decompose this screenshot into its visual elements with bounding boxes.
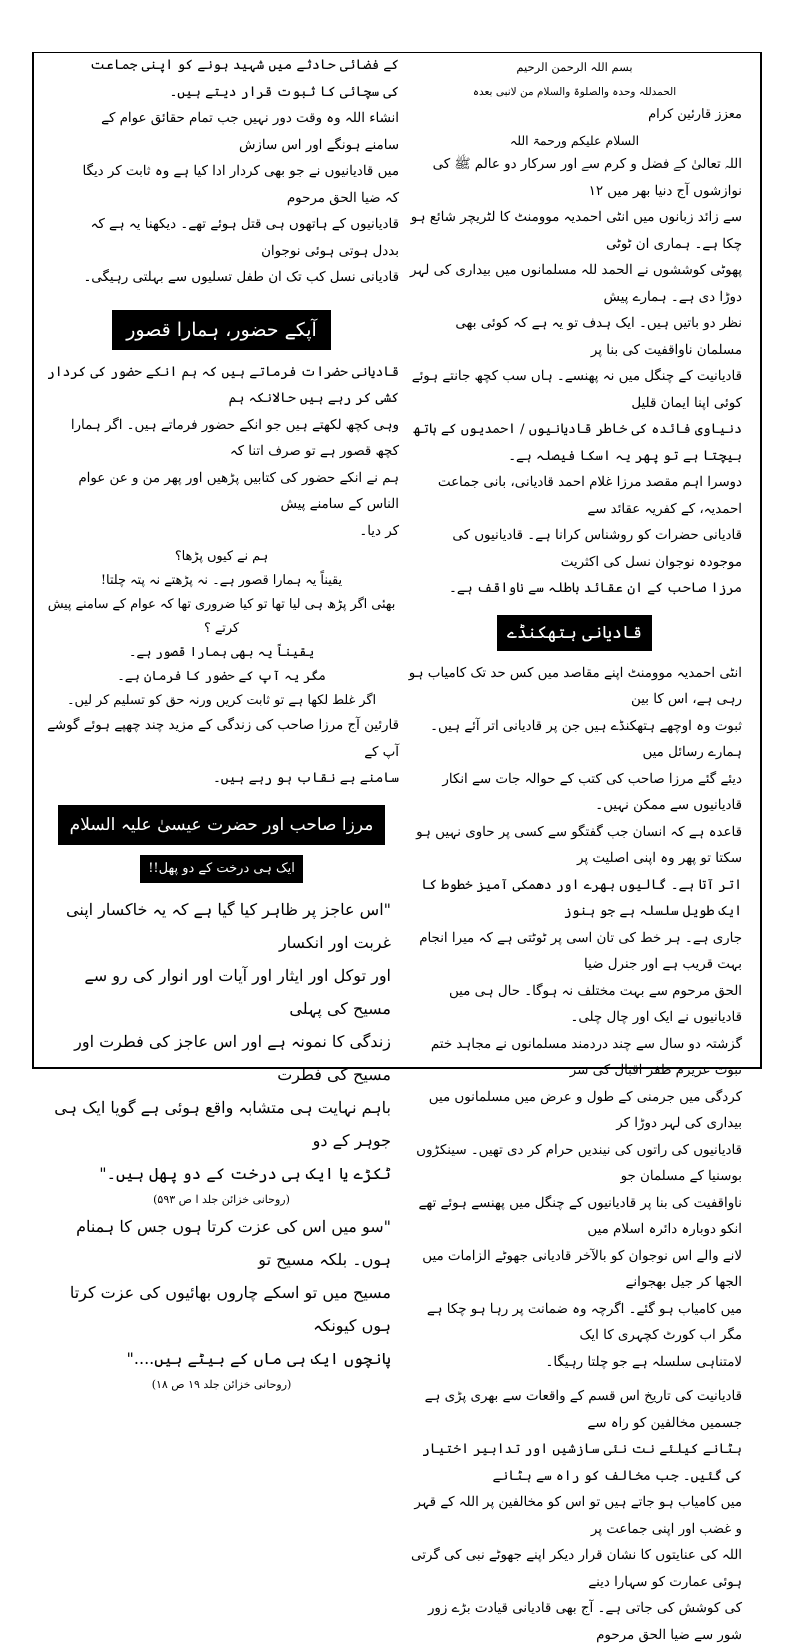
- text-line: دنیاوی فائدہ کی خاطر قادیانیوں / احمدیوں کے ہاتھ بیچتا ہے تو پھر یہ اسکا فیصلہ ہے۔: [413, 422, 742, 464]
- text-line: قادیانی نسل کب تک ان طفل تسلیوں سے بہلتی رہیگی۔: [83, 270, 399, 285]
- salam-line: السلام علیکم ورحمۃ اللہ: [509, 133, 640, 148]
- hamd-line: الحمدللہ وحدہ والصلوۃ والسلام من لانبی بعدہ: [472, 86, 677, 98]
- heading-tactics-wrap: [407, 615, 742, 651]
- text-line: کے فضائی حادثے میں شہید ہونے کو اپنی جماعت کی سچائی کا ثبوت قرار دیتے ہیں۔: [90, 58, 399, 100]
- readers-paragraph: [44, 713, 399, 793]
- text-line: قادیانیت کے چنگل میں نہ پھنسے۔ ہاں سب کچھ جانتے ہوئے کوئی اپنا ایمان قلیل: [411, 369, 742, 411]
- text-line: ناواقفیت کی بنا پر قادیانیوں کے چنگل میں پھنسے ہوئے تھے انکو دوبارہ دائرہ اسلام میں: [418, 1195, 742, 1237]
- text-line: کی کوشش کی جاتی ہے۔ آج بھی قادیانی قیادت بڑے زور شور سے ضیا الحق مرحوم: [427, 1601, 742, 1643]
- heading-mirza-isa: مرزا صاحب اور حضرت عیسیٰ علیہ السلام: [58, 805, 386, 845]
- text-line: "سو میں اس کی عزت کرتا ہوں جس کا ہمنام ہوں۔ بلکہ مسیح تو: [76, 1216, 391, 1269]
- text-line: گزشتہ دو سال سے چند دردمند مسلمانوں نے مجاہد ختم نبوت عزیزم ظفر اقبال کی سر: [430, 1036, 742, 1078]
- text-line: "اس عاجز پر ظاہر کیا گیا ہے کہ یہ خاکسار اپنی غربت اور انکسار: [66, 899, 391, 952]
- page-frame: [32, 52, 762, 1643]
- reference-1: (روحانی خزائن جلد ا ص ۵۹۳): [153, 1192, 290, 1206]
- subheading-fruits: ایک ہی درخت کے دو پھل!!: [140, 855, 303, 883]
- text-line: جاری ہے۔ ہر خط کی تان اسی پر ٹوٹتی ہے کہ میرا انجام بہت قریب ہے اور جنرل ضیا: [419, 930, 742, 972]
- text-line: میں قادیانیوں نے جو بھی کردار ادا کیا ہے وہ ثابت کر دیگا کہ ضیا الحق مرحوم: [82, 164, 399, 206]
- text-line: انٹی احمدیہ موومنٹ اپنے مقاصد میں کس حد تک کامیاب ہو رہی ہے، اس کا بین: [408, 665, 742, 707]
- qa-lines: [44, 545, 399, 713]
- text-line: سے زائد زبانوں میں انٹی احمدیہ موومنٹ کا لٹریچر شائع ہو چکا ہے۔ ہماری ان ٹوٹی: [410, 210, 742, 252]
- text-line: ٹکڑے یا ایک ہی درخت کے دو پھل ہیں۔": [99, 1163, 391, 1183]
- greeting: معزز قارئین کرام: [648, 107, 742, 122]
- text-line: سامنے بے نقاب ہو رہے ہیں۔: [212, 771, 399, 786]
- text-line: یقیناً یہ ہمارا قصور ہے۔ نہ پڑھتے نہ پتہ چلتا!: [100, 573, 343, 588]
- subheading-fruits-wrap: [44, 855, 399, 883]
- text-line: قادیانیوں کے ہاتھوں ہی قتل ہوئے تھے۔ دیکھنا یہ ہے کہ بددل ہوتی ہوئی نوجوان: [90, 217, 399, 259]
- heading-tactics: قادیانی ہتھکنڈے: [497, 615, 652, 651]
- text-line: اگر غلط لکھا ہے تو ثابت کریں ورنہ حق کو تسلیم کر لیں۔: [66, 693, 377, 708]
- reference-2: (روحانی خزائن جلد ۱۹ ص ۱۸): [151, 1377, 292, 1391]
- text-line: کردگی میں جرمنی کے طول و عرض میں مسلمانوں میں بیداری کی لہر دوڑا کر: [428, 1089, 742, 1131]
- text-line: مسیح میں تو اسکے چاروں بھائیوں کی عزت کرتا ہوں کیونکہ: [69, 1282, 391, 1335]
- tactics-paragraph: [407, 661, 742, 1377]
- heading-huzoor-wrap: [44, 310, 399, 350]
- text-line: مگر یہ آپ کے حضور کا فرمان ہے۔: [117, 669, 326, 684]
- quote-2: [44, 1210, 399, 1375]
- heading-huzoor: آپکے حضور، ہمارا قصور: [112, 310, 331, 350]
- text-line: اور توکل اور ایثار اور آیات اور انوار کی رو سے مسیح کی پہلی: [84, 965, 391, 1018]
- text-line: قادیانی حضرات کو روشناس کرانا ہے۔ قادیانیوں کی موجودہ نوجوان نسل کی اکثریت: [452, 528, 742, 570]
- text-line: نظر دو باتیں ہیں۔ ایک ہدف تو یہ ہے کہ کوئی بھی مسلمان ناواقفیت کی بنا پر: [455, 316, 742, 358]
- intro-paragraph: [407, 152, 742, 603]
- text-line: ہم نے کیوں پڑھا؟: [174, 549, 269, 564]
- text-line: پھوٹی کوششوں نے الحمد للہ مسلمانوں میں بیداری کی لہر دوڑا دی ہے۔ ہمارے پیش: [410, 263, 742, 305]
- text-line: ثبوت وہ اوچھے ہتھکنڈے ہیں جن پر قادیانی اتر آئے ہیں۔ ہمارے رسائل میں: [430, 718, 742, 760]
- text-line: قارئین آج مرزا صاحب کی زندگی کے مزید چند چھپے ہوئے گوشے آپ کے: [47, 718, 399, 760]
- text-line: اللہ تعالیٰ کے فضل و کرم سے اور سرکار دو عالم ﷺ کی نوازشوں آج دنیا بھر میں ۱۲: [432, 157, 742, 199]
- text-line: مرزا صاحب کے ان عقائد باطلہ سے ناواقف ہے۔: [449, 581, 742, 596]
- huzoor-paragraph: [44, 360, 399, 546]
- text-line: بھئی اگر پڑھ ہی لیا تھا تو کیا ضروری تھا کہ عوام کے سامنے پیش کرتے ؟: [47, 597, 396, 636]
- text-line: لانے والے اس نوجوان کو بالآخر قادیانی جھوٹے الزامات میں الجھا کر جیل بھجوانے: [422, 1248, 742, 1290]
- text-line: باہم نہایت ہی متشابہ واقع ہوئی ہے گویا ایک ہی جوہر کے دو: [54, 1097, 391, 1150]
- text-line: قادیانیوں کی راتوں کی نیندیں حرام کر دی تھیں۔ سینکڑوں بوسنیا کے مسلمان جو: [416, 1142, 742, 1184]
- text-line: دوسرا اہم مقصد مرزا غلام احمد قادیانی، بانی جماعت احمدیہ، کے کفریہ عقائد سے: [437, 475, 742, 517]
- text-line: زندگی کا نمونہ ہے اور اس عاجز کی فطرت اور مسیح کی فطرت: [74, 1031, 391, 1084]
- history-paragraph: [407, 1384, 742, 1649]
- right-column: [407, 53, 742, 1649]
- text-line: میں کامیاب ہو گئے۔ اگرچہ وہ ضمانت پر رہا ہو چکا ہے مگر اب کورٹ کچہری کا ایک: [426, 1301, 742, 1343]
- text-line: دیئے گئے مرزا صاحب کی کتب کے حوالہ جات سے انکار قادیانیوں سے ممکن نہیں۔: [442, 771, 742, 813]
- text-line: کر دیا۔: [359, 523, 399, 539]
- text-line: اللہ کی عنایتوں کا نشان قرار دیکر اپنے جھوٹے نبی کی گرتی ہوئی عمارت کو سہارا دینے: [411, 1548, 742, 1590]
- text-line: ہم نے انکے حضور کی کتابیں پڑھیں اور پھر من و عن عوام الناس کے سامنے پیش: [78, 470, 399, 512]
- text-line: قاعدہ ہے کہ انسان جب گفتگو سے کسی پر حاوی نہیں ہو سکتا تو پھر وہ اپنی اصلیت پر: [416, 824, 742, 866]
- bismillah: بسم اللہ الرحمن الرحیم: [516, 60, 633, 74]
- continuation-paragraph: [44, 53, 399, 292]
- text-line: یقیناً یہ بھی ہمارا قصور ہے۔: [128, 645, 315, 660]
- left-column: [44, 53, 399, 1395]
- text-line: ہٹانے کیلئے نت نئی سازشیں اور تدابیر اختیار کی گئیں۔ جب مخالف کو راہ سے ہٹانے: [421, 1442, 742, 1484]
- text-line: لامتناہی سلسلہ ہے جو چلتا رہیگا۔: [545, 1354, 742, 1370]
- text-line: انشاء اللہ وہ وقت دور نہیں جب تمام حقائق عوام کے سامنے ہونگے اور اس سازش: [101, 111, 399, 153]
- text-line: میں کامیاب ہو جاتے ہیں تو اس کو مخالفین پر اللہ کے قہر و غضب اور اپنی جماعت پر: [414, 1495, 742, 1537]
- text-line: قادیانیت کی تاریخ اس قسم کے واقعات سے بھری پڑی ہے جسمیں مخالفین کو راہ سے: [424, 1389, 742, 1431]
- text-line: قادیانی حضرات فرماتے ہیں کہ ہم انکے حضور کی کردار کشی کر رہے ہیں حالانکہ ہم: [46, 364, 399, 406]
- text-line: اتر آتا ہے۔ گالیوں بھرے اور دھمکی آمیز خطوط کا ایک طویل سلسلہ ہے جو ہنوز: [421, 877, 742, 919]
- quote-1: [44, 893, 399, 1190]
- text-line: الحق مرحوم سے بہت مختلف نہ ہوگا۔ حال ہی میں قادیانیوں نے ایک اور چال چلی۔: [448, 983, 742, 1025]
- text-line: پانچوں ایک ہی ماں کے بیٹے ہیں....": [126, 1348, 391, 1368]
- text-line: وہی کچھ لکھتے ہیں جو انکے حضور فرماتے ہیں۔ اگر ہمارا کچھ قصور ہے تو صرف اتنا کہ: [70, 417, 399, 459]
- heading-mirza-isa-wrap: [44, 805, 399, 845]
